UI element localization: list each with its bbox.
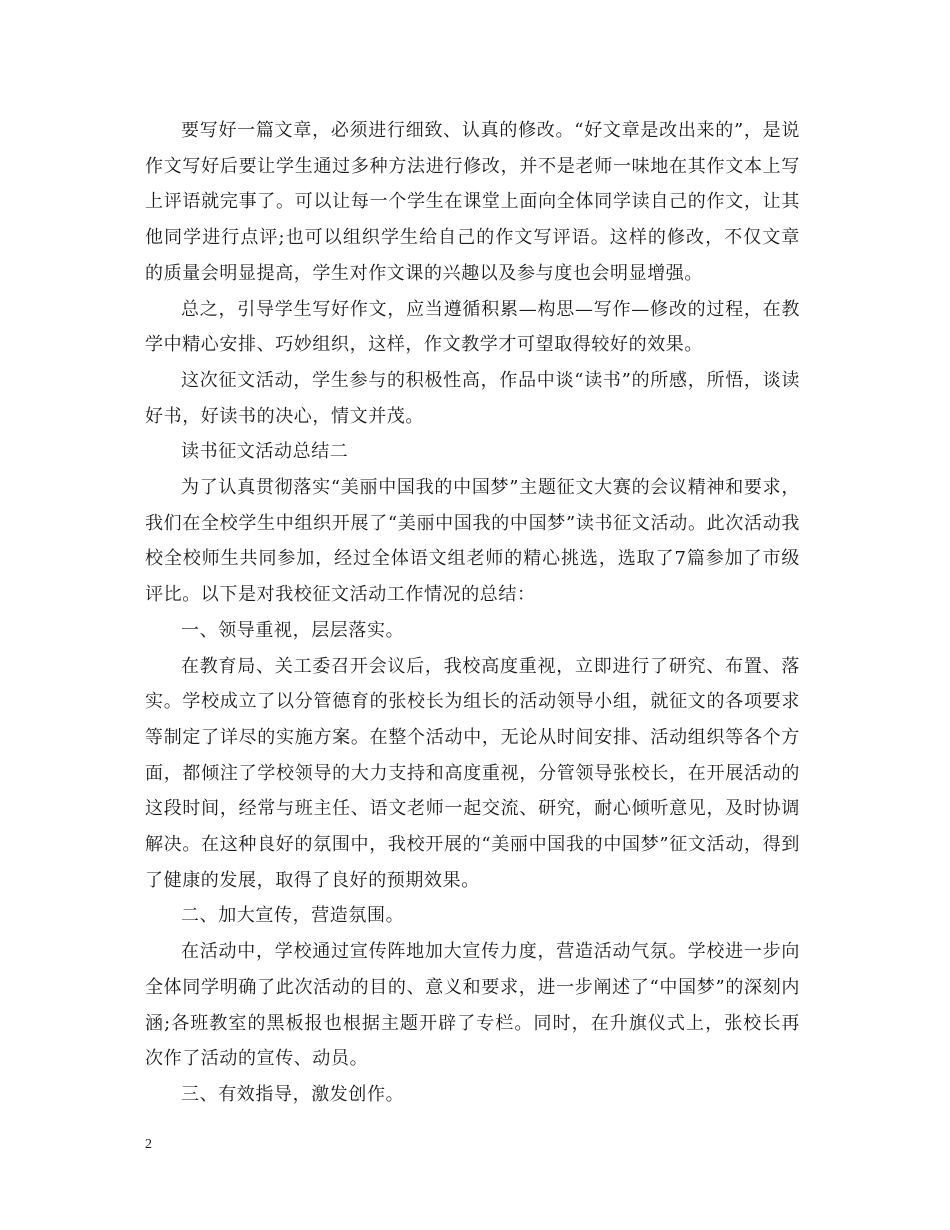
paragraph-leadership: 在教育局、关工委召开会议后，我校高度重视，立即进行了研究、布置、落实。学校成立了以分管德育的张校长为组长的活动领导小组，就征文的各项要求等制定了详尽的实施方案。在整个活动中，无论从时间安排、活动组织等各个方面，都倾注了学校领导的大力支持和高度重视，分管领导张校长，在开展活动的这段时间，经常与班主任、语文老师一起交流、研究，耐心倾听意见，及时协调解决。在这种良好的氛围中，我校开展的“美丽中国我的中国梦”征文活动，得到了健康的发展，取得了良好的预期效果。 [145, 655, 800, 891]
paragraph-publicity: 在活动中，学校通过宣传阵地加大宣传力度，营造活动气氛。学校进一步向全体同学明确了此次活动的目的、意义和要求，进一步阐述了“中国梦”的深刻内涵;各班教室的黑板报也根据主题开辟了专栏。同时，在升旗仪式上，张校长再次作了活动的宣传、动员。 [145, 941, 800, 1070]
document-page [145, 113, 800, 1113]
section-heading: 读书征文活动总结二 [181, 441, 349, 463]
subheading-leadership: 一、领导重视，层层落实。 [181, 619, 405, 641]
paragraph-conclusion: 总之，引导学生写好作文，应当遵循积累—构思—写作—修改的过程，在教学中精心安排、巧妙组织，这样，作文教学才可望取得较好的效果。 [145, 298, 800, 356]
paragraph-activity-summary: 这次征文活动，学生参与的积极性高，作品中谈“读书”的所感，所悟，谈读好书，好读书的决心，情文并茂。 [145, 369, 800, 427]
paragraph-revision: 要写好一篇文章，必须进行细致、认真的修改。“好文章是改出来的”，是说作文写好后要让学生通过多种方法进行修改，并不是老师一味地在其作文本上写上评语就完事了。可以让每一个学生在课堂上面向全体同学读自己的作文，让其他同学进行点评;也可以组织学生给自己的作文写评语。这样的修改，不仅文章的质量会明显提高，学生对作文课的兴趣以及参与度也会明显增强。 [145, 120, 800, 284]
subheading-publicity: 二、加大宣传，营造氛围。 [181, 905, 405, 927]
paragraph-intro: 为了认真贯彻落实“美丽中国我的中国梦”主题征文大赛的会议精神和要求，我们在全校学生中组织开展了“美丽中国我的中国梦”读书征文活动。此次活动我校全校师生共同参加，经过全体语文组老师的精心挑选，选取了7篇参加了市级评比。以下是对我校征文活动工作情况的总结： [145, 477, 800, 606]
page-number: 2 [145, 1137, 152, 1152]
subheading-guidance: 三、有效指导，激发创作。 [181, 1083, 405, 1105]
